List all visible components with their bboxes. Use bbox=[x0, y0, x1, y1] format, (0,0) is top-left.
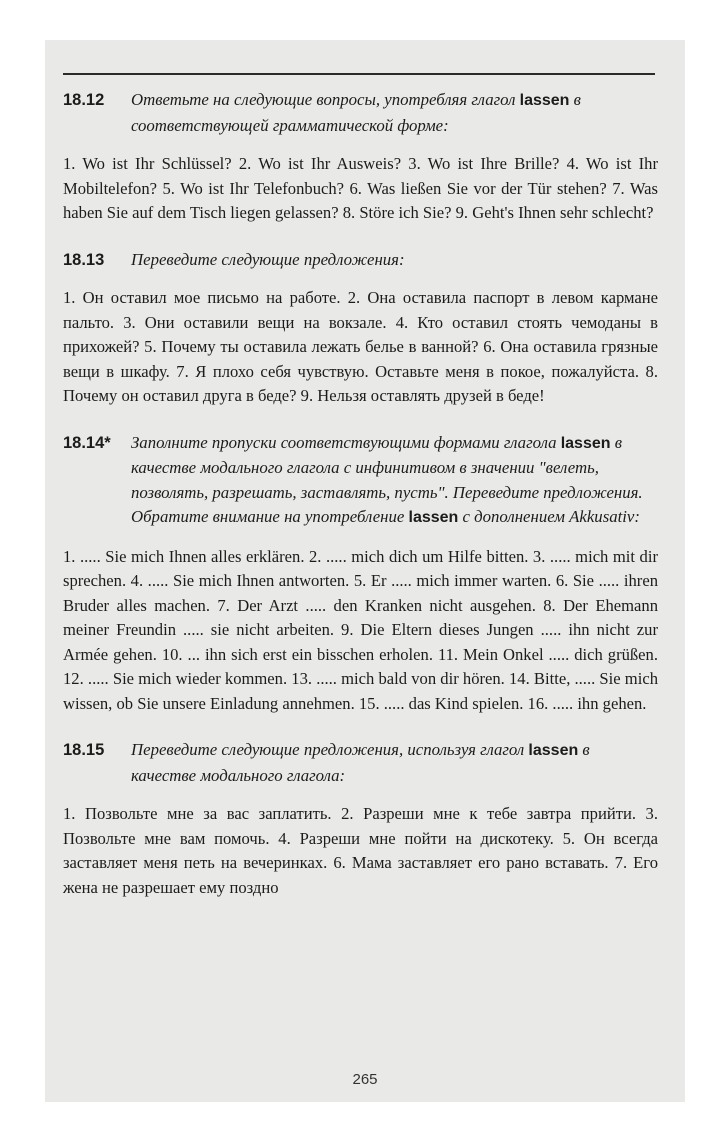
exercise-instruction: Заполните пропуски соответствующими формами глагола lassen в качестве модального глагола с инфинитивом в значении "велеть, позволять, разрешать, заставлять, пусть". Переведите предложения. Обратите внимание на употребление lassen с дополнением Akkusativ: bbox=[131, 432, 643, 526]
exercise-18-15-text: 1. Позвольте мне за вас заплатить. 2. Разреши мне к тебе завтра прийти. 3. Позвольте мне вам помочь. 4. Разреши мне пойти на дискотеку. 5. Он всегда заставляет меня петь на вечеринках. 6. Мама заставляет его рано вставать. 7. Его жена не разрешает ему поздно bbox=[63, 804, 658, 897]
exercise-18-12-text: 1. Wo ist Ihr Schlüssel? 2. Wo ist Ihr Ausweis? 3. Wo ist Ihre Brille? 4. Wo ist Ihr Mobiltelefon? 5. Wo ist Ihr Telefonbuch? 6. Was ließen Sie vor der Tür stehen? 7. Was haben Sie auf dem Tisch liegen gelassen? 8. Störe ich Sie? 9. Geht's Ihnen sehr schlecht? bbox=[63, 154, 658, 222]
exercise-number: 18.14* bbox=[63, 433, 111, 452]
page-content bbox=[63, 88, 658, 922]
exercise-18-14-text: 1. ..... Sie mich Ihnen alles erklären. 2. ..... mich dich um Hilfe bitten. 3. ..... mich mit dir sprechen. 4. ..... Sie mich Ihnen antworten. 5. Er ..... mich immer warten. 6. Sie ..... ihren Bruder alles machen. 7. Der Arzt ..... den Kranken nicht ausgehen. 8. Der Ehemann meiner Freundin ..... sie nicht arbeiten. 9. Die Eltern dieses Jungen ..... ihn nicht zur Armée gehen. 10. ... ihn sich erst ein bisschen erholen. 11. Mein Onkel ..... dich grüßen. 12. ..... Sie mich wieder kommen. 13. ..... mich bald von dir hören. 14. Bitte, ..... Sie mich wissen, ob Sie unsere Einladung annehmen. 15. ..... das Kind spielen. 16. ..... ihn gehen. bbox=[63, 546, 658, 713]
book-page bbox=[45, 40, 685, 1102]
exercise-instruction: Переведите следующие предложения, используя глагол lassen в качестве модального глагола: bbox=[131, 740, 590, 785]
exercise-18-15-heading bbox=[63, 738, 658, 788]
exercise-number: 18.12 bbox=[63, 91, 105, 109]
exercise-18-12-heading bbox=[63, 88, 658, 138]
exercise-number: 18.13 bbox=[63, 250, 105, 269]
exercise-instruction: Ответьте на следующие вопросы, употребляя глагол lassen в соответствующей грамматической форме: bbox=[131, 90, 581, 135]
page-number: 265 bbox=[352, 1071, 378, 1088]
top-rule bbox=[63, 73, 655, 75]
exercise-number: 18.15 bbox=[63, 741, 105, 759]
exercise-18-14-heading bbox=[63, 431, 658, 531]
exercise-18-13-heading bbox=[63, 248, 658, 273]
exercise-instruction: Переведите следующие предложения: bbox=[131, 249, 405, 269]
exercise-18-13-text: 1. Он оставил мое письмо на работе. 2. Она оставила паспорт в левом кармане пальто. 3. Они оставили вещи на вокзале. 4. Кто оставил стоять чемоданы в прихожей? 5. Почему ты оставила лежать белье в ванной? 6. Она оставила грязные вещи в шкафу. 7. Я плохо себя чувствую. Оставьте меня в покое, пожалуйста. 8. Почему он оставил друга в беде? 9. Нельзя оставлять друзей в беде! bbox=[63, 288, 658, 405]
